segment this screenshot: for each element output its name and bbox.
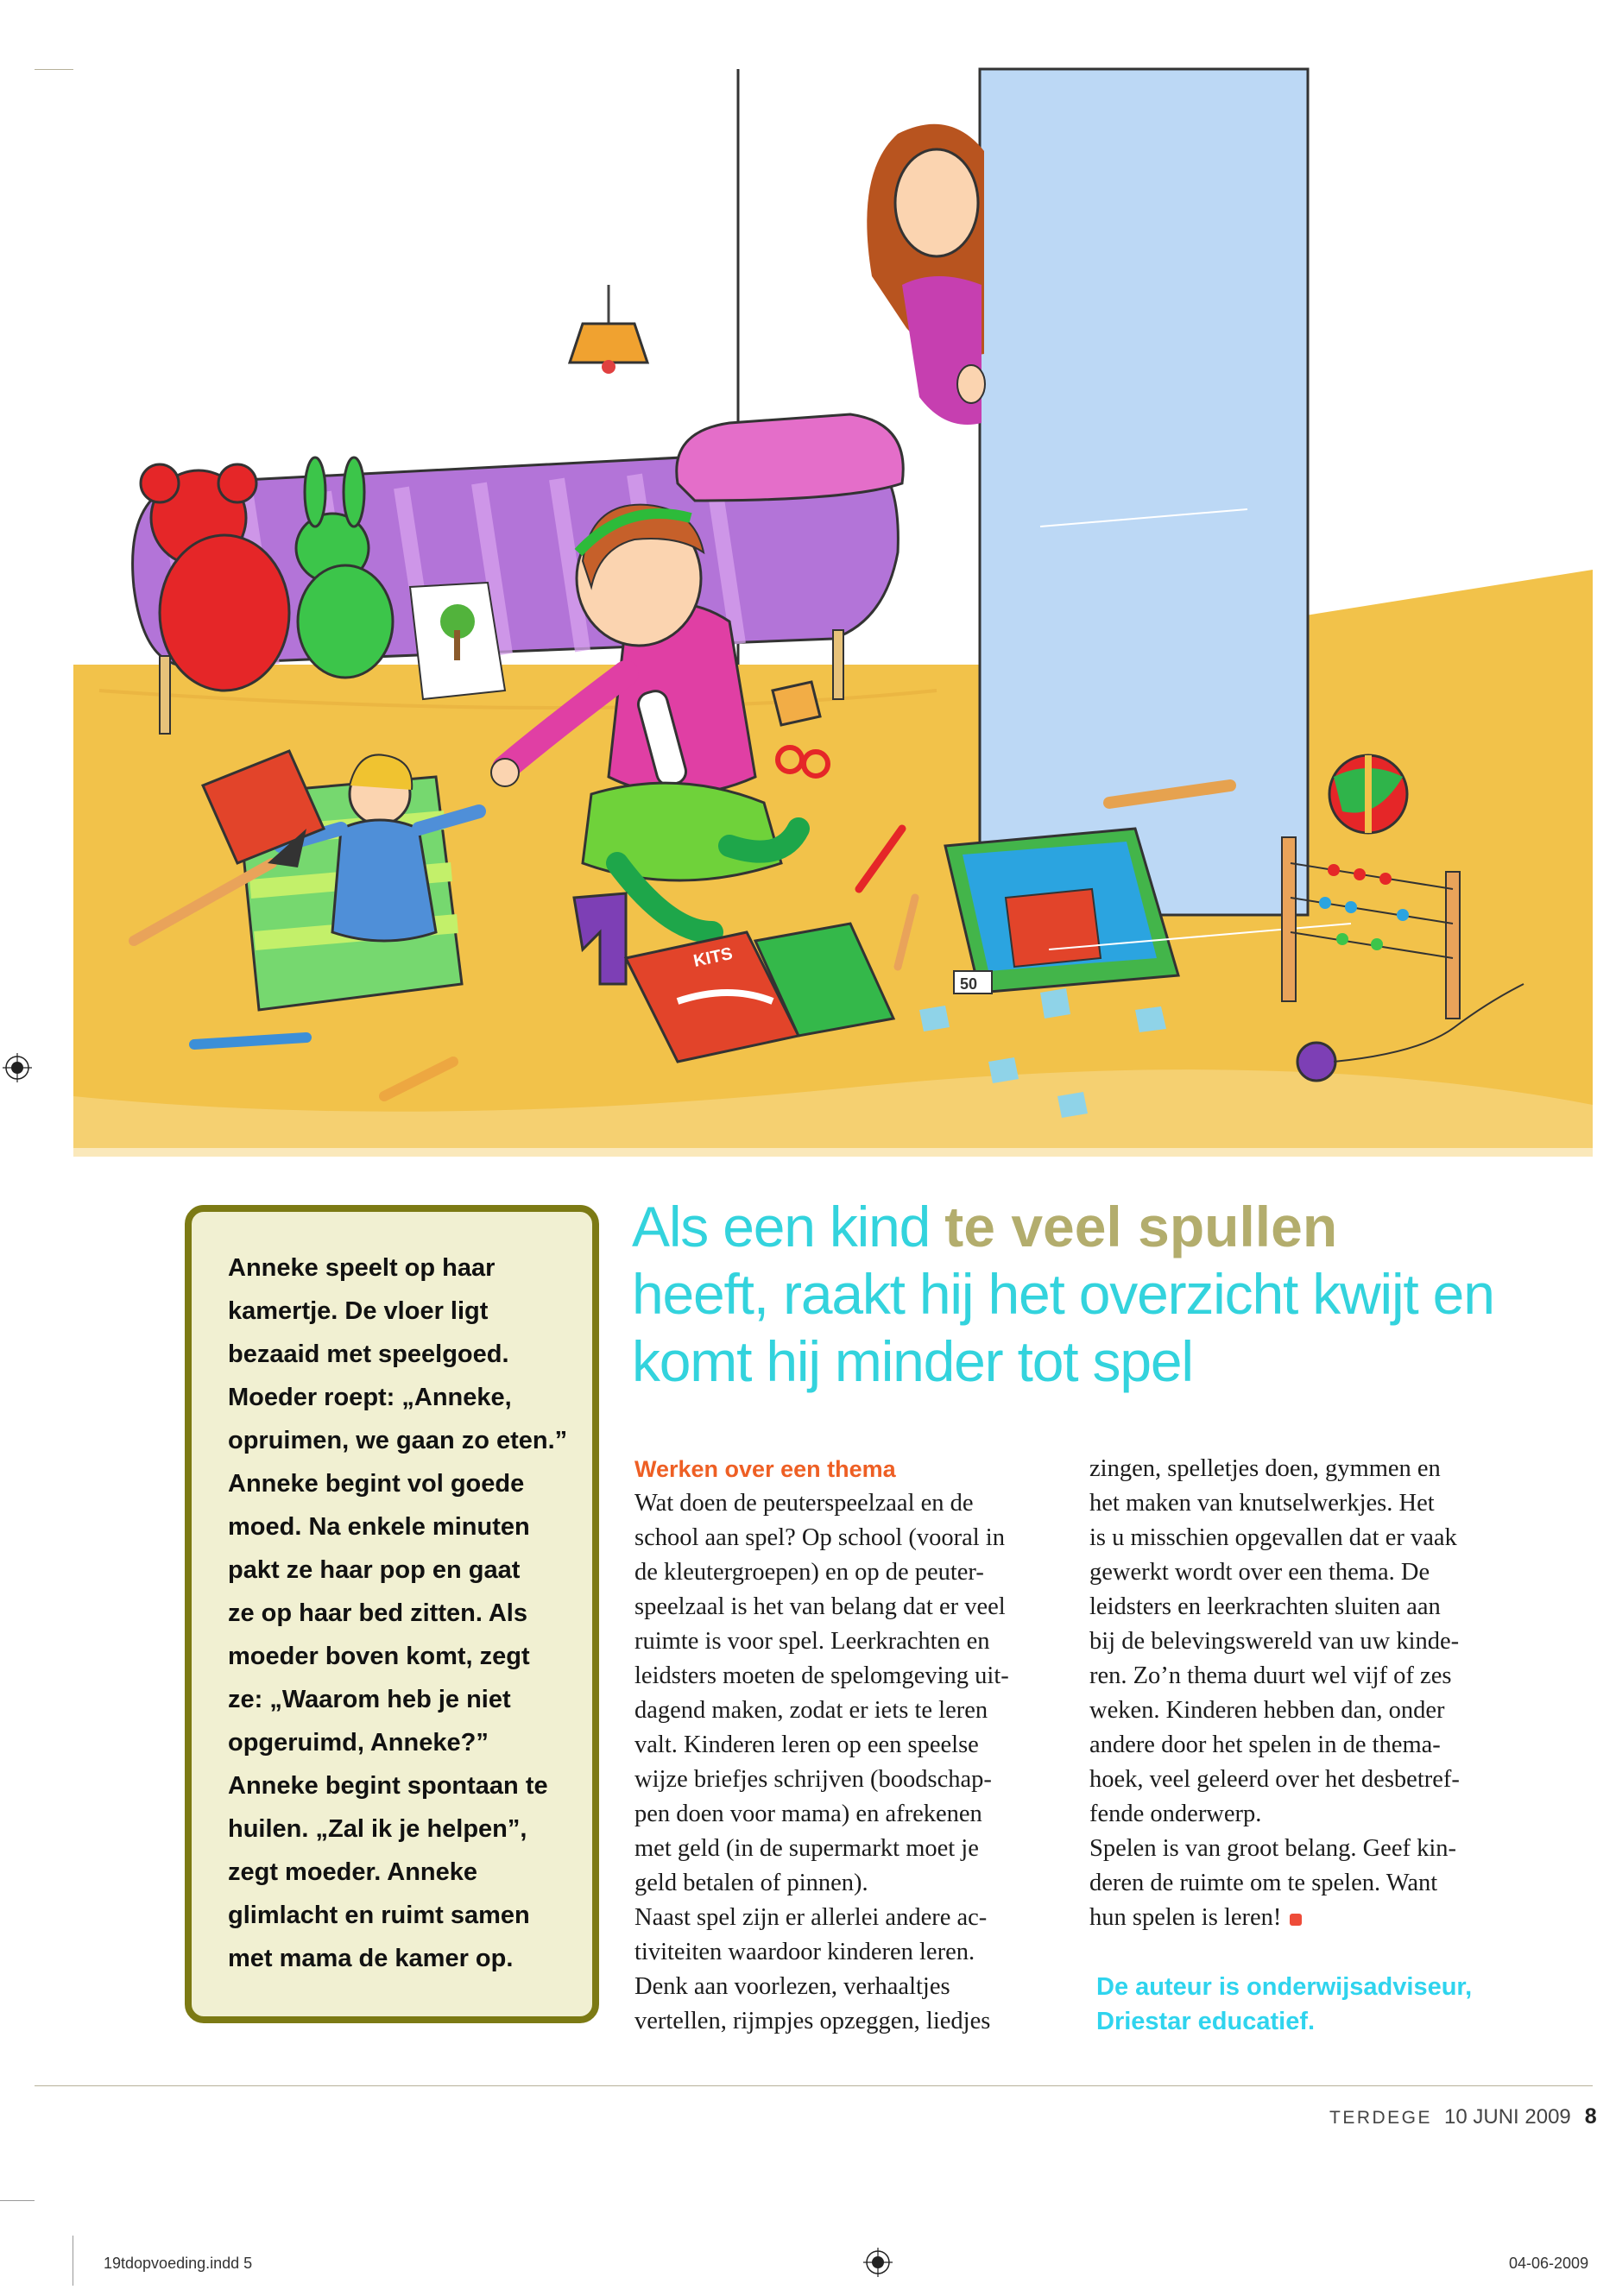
anecdote-line: kamertje. De vloer ligt: [228, 1297, 489, 1325]
body-line: valt. Kinderen leren op een speelse: [634, 1731, 979, 1758]
body-line: bij de belevingswereld van uw kinde-: [1089, 1628, 1460, 1655]
body-line: is u misschien opgevallen dat er vaak: [1089, 1524, 1457, 1551]
body-line: Spelen is van groot belang. Geef kin-: [1089, 1835, 1457, 1862]
body-line: hoek, veel geleerd over het desbetref-: [1089, 1766, 1460, 1793]
headline-line2: heeft, raakt hij het overzicht kwijt en: [632, 1262, 1494, 1326]
body-line: met geld (in de supermarkt moet je: [634, 1835, 979, 1862]
anecdote-line: glimlacht en ruimt samen: [228, 1902, 530, 1929]
anecdote-line: Moeder roept: „Anneke,: [228, 1384, 512, 1411]
body-line: wijze briefjes schrijven (boodschap-: [634, 1766, 992, 1793]
article-column-1: [634, 1452, 1066, 2039]
body-line: gewerkt wordt over een thema. De: [1089, 1559, 1430, 1586]
body-line: speelzaal is het van belang dat er veel: [634, 1593, 1006, 1620]
anecdote-line: ze op haar bed zitten. Als: [228, 1599, 527, 1627]
anecdote-line: Anneke begint spontaan te: [228, 1772, 548, 1800]
magazine-name: TERDEGE: [1329, 2108, 1433, 2128]
author-credit: [1096, 1970, 1580, 2039]
anecdote-line: moeder boven komt, zegt: [228, 1643, 530, 1670]
illustration-book-label: KITS: [691, 943, 735, 971]
body-line: de kleutergroepen) en op de peuter-: [634, 1559, 984, 1586]
page-footer: [1329, 2104, 1597, 2129]
author-credit-line1: De auteur is onderwijsadviseur,: [1096, 1973, 1473, 2001]
headline-line3: komt hij minder tot spel: [632, 1329, 1193, 1393]
crop-mark: [0, 2200, 35, 2201]
body-line: weken. Kinderen hebben dan, onder: [1089, 1697, 1445, 1724]
body-line: fende onderwerp.: [1089, 1801, 1262, 1827]
anecdote-line: Anneke speelt op haar: [228, 1254, 496, 1282]
anecdote-line: Anneke begint vol goede: [228, 1470, 525, 1498]
body-line: school aan spel? Op school (vooral in: [634, 1524, 1005, 1551]
page-number: 8: [1584, 2104, 1597, 2129]
anecdote-line: huilen. „Zal ik je helpen”,: [228, 1815, 527, 1843]
body-line-last-text: hun spelen is leren!: [1089, 1904, 1282, 1931]
body-line: leidsters en leerkrachten sluiten aan: [1089, 1593, 1441, 1620]
pull-quote-headline: [632, 1193, 1581, 1395]
end-of-article-icon: [1290, 1914, 1302, 1926]
headline-part1: Als een kind: [632, 1195, 945, 1258]
registration-mark-icon: [3, 1053, 32, 1082]
body-line: het maken van knutselwerkjes. Het: [1089, 1490, 1435, 1517]
body-line: vertellen, rijmpjes opzeggen, liedjes: [634, 2008, 991, 2034]
headline-emphasis: te veel spullen: [944, 1195, 1338, 1258]
anecdote-line: met mama de kamer op.: [228, 1945, 514, 1972]
anecdote-box: [185, 1205, 599, 2023]
issue-date: 10 JUNI 2009: [1444, 2105, 1571, 2129]
body-line: leidsters moeten de spelomgeving uit-: [634, 1662, 1009, 1689]
anecdote-line: zegt moeder. Anneke: [228, 1858, 478, 1886]
slug-date: 04-06-2009: [1509, 2255, 1589, 2272]
section-subheading: Werken over een thema: [634, 1456, 896, 1482]
body-line-last: [1089, 1901, 1521, 1935]
anecdote-line: ze: „Waarom heb je niet: [228, 1686, 511, 1713]
registration-mark-icon: [863, 2248, 893, 2277]
body-line: ren. Zo’n thema duurt wel vijf of zes: [1089, 1662, 1452, 1689]
anecdote-line: pakt ze haar pop en gaat: [228, 1556, 521, 1584]
body-line: tiviteiten waardoor kinderen leren.: [634, 1939, 975, 1965]
anecdote-line: opruimen, we gaan zo eten.”: [228, 1427, 568, 1454]
body-line: andere door het spelen in de thema-: [1089, 1731, 1441, 1758]
anecdote-line: bezaaid met speelgoed.: [228, 1340, 509, 1368]
body-line: deren de ruimte om te spelen. Want: [1089, 1870, 1438, 1896]
body-line: zingen, spelletjes doen, gymmen en: [1089, 1455, 1441, 1482]
body-line: ruimte is voor spel. Leerkrachten en: [634, 1628, 990, 1655]
body-line: pen doen voor mama) en afrekenen: [634, 1801, 982, 1827]
body-line: Naast spel zijn er allerlei andere ac-: [634, 1904, 988, 1931]
body-line: geld betalen of pinnen).: [634, 1870, 868, 1896]
illustration-puzzle-label: 50: [960, 975, 978, 993]
anecdote-line: moed. Na enkele minuten: [228, 1513, 530, 1541]
slug-filename: 19tdopvoeding.indd 5: [104, 2255, 253, 2272]
body-line: Wat doen de peuterspeelzaal en de: [634, 1490, 974, 1517]
article-column-2: [1089, 1452, 1521, 1935]
illustration-child-room: [73, 69, 1593, 1157]
trim-line-bottom: [35, 2085, 1593, 2086]
anecdote-line: opgeruimd, Anneke?”: [228, 1729, 489, 1757]
body-line: Denk aan voorlezen, verhaaltjes: [634, 1973, 950, 2000]
author-credit-line2: Driestar educatief.: [1096, 2008, 1316, 2035]
body-line: dagend maken, zodat er iets te leren: [634, 1697, 988, 1724]
